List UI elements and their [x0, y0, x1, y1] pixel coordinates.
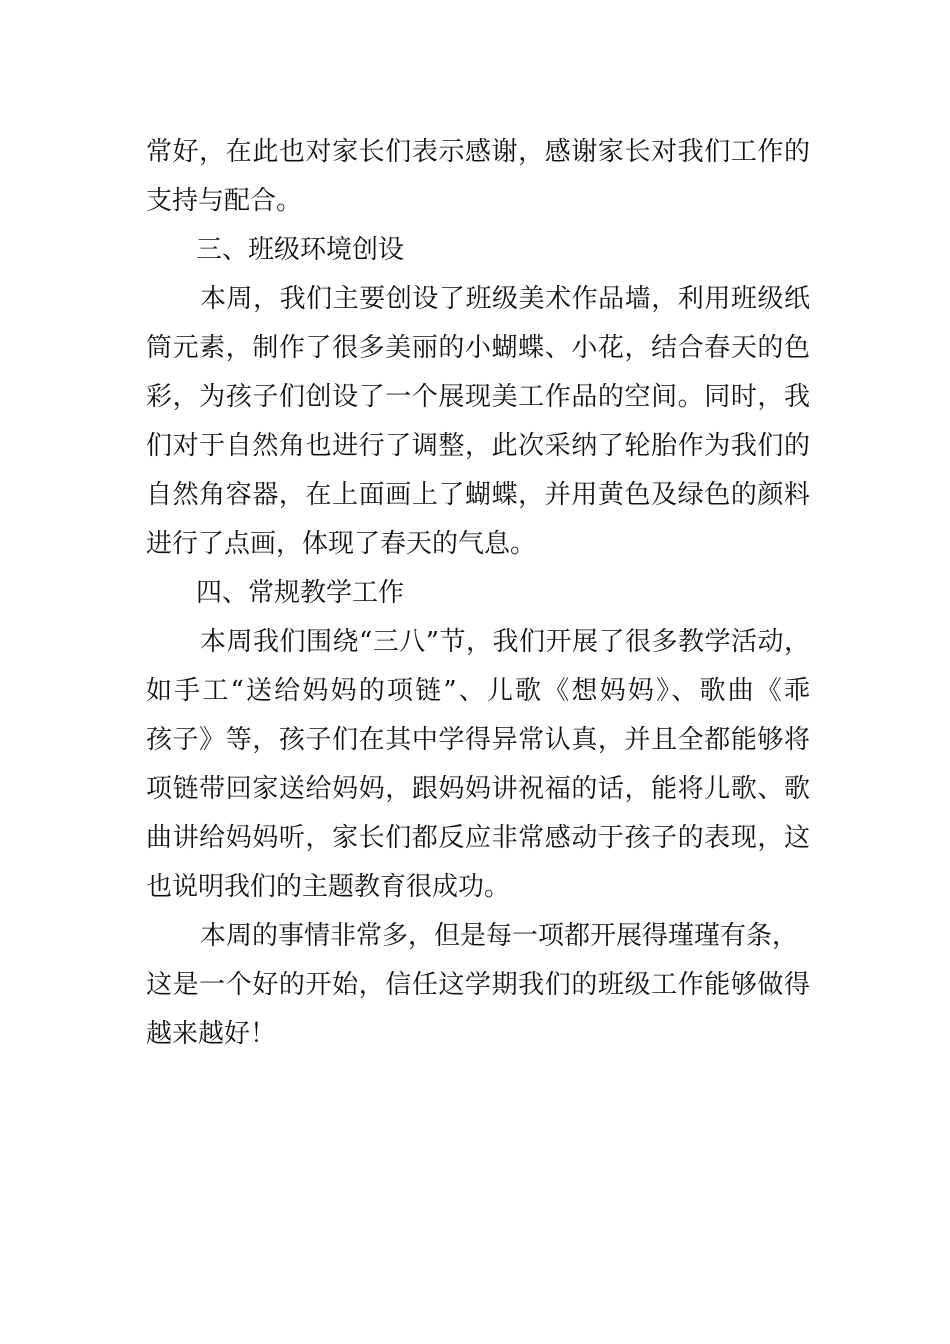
document-body — [146, 128, 810, 1059]
paragraph-line: 本周，我们主要创设了班级美术作品墙，利用班级纸 — [200, 284, 810, 314]
paragraph-line: 支持与配合。 — [146, 186, 303, 216]
paragraph-line: 越来越好！ — [146, 1019, 277, 1049]
paragraph-line: 常好，在此也对家长们表示感谢，感谢家长对我们工作的 — [146, 137, 810, 167]
paragraph-line: 曲讲给妈妈听，家长们都反应非常感动于孩子的表现，这 — [146, 823, 810, 853]
paragraph-line: 自然角容器，在上面画上了蝴蝶，并用黄色及绿色的颜料 — [146, 480, 810, 510]
paragraph-line: 孩子》等，孩子们在其中学得异常认真，并且全都能够将 — [146, 725, 810, 755]
paragraph-line: 项链带回家送给妈妈，跟妈妈讲祝福的话，能将儿歌、歌 — [146, 774, 810, 804]
paragraph-line: 如手工“送给妈妈的项链”、儿歌《想妈妈》、歌曲《乖 — [146, 676, 810, 706]
paragraph-line: 本周我们围绕“三八”节，我们开展了很多教学活动， — [200, 627, 810, 657]
section-heading-teaching: 四、常规教学工作 — [196, 578, 405, 608]
paragraph-line: 筒元素，制作了很多美丽的小蝴蝶、小花，结合春天的色 — [146, 333, 810, 363]
paragraph-line: 们对于自然角也进行了调整，此次采纳了轮胎作为我们的 — [146, 431, 810, 461]
paragraph-line: 这是一个好的开始，信任这学期我们的班级工作能够做得 — [146, 970, 810, 1000]
paragraph-line: 也说明我们的主题教育很成功。 — [146, 872, 511, 902]
section-heading-environment: 三、班级环境创设 — [196, 235, 405, 265]
paragraph-line: 本周的事情非常多，但是每一项都开展得瑾瑾有条， — [200, 921, 799, 951]
paragraph-line: 彩，为孩子们创设了一个展现美工作品的空间。同时，我 — [146, 382, 810, 412]
paragraph-line: 进行了点画，体现了春天的气息。 — [146, 529, 537, 559]
